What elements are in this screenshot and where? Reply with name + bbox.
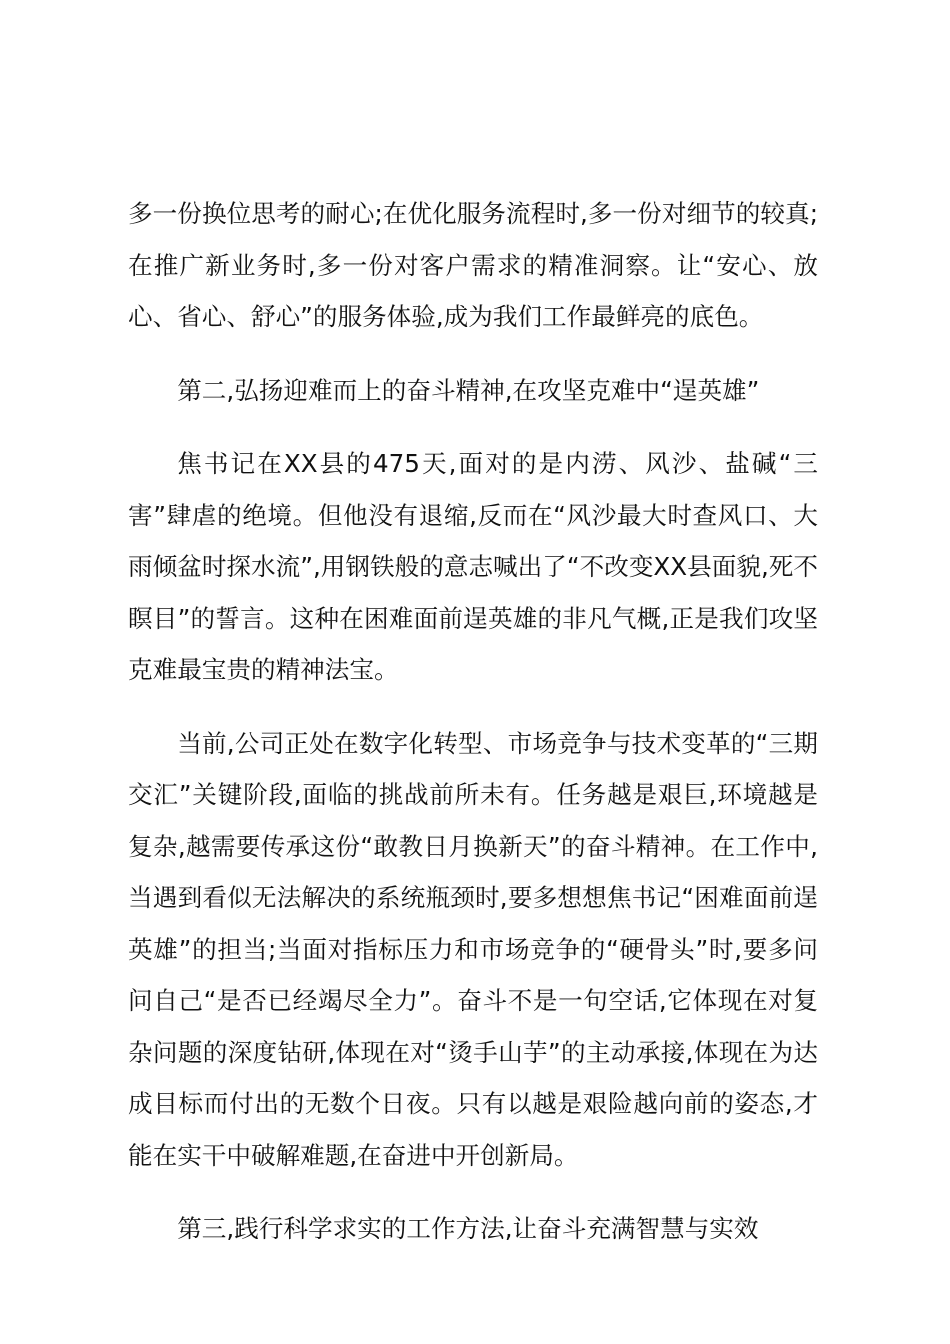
section-heading-second: 第二,弘扬迎难而上的奋斗精神,在攻坚克难中“逞英雄” [177, 375, 760, 405]
paragraph-jiao-story: 焦书记在XX县的475天,面对的是内涝、风沙、盐碱“三害”肆虐的绝境。但他没有退缩,反而在“风沙最大时查风口、大雨倾盆时探水流”,用钢铁般的意志喊出了“不改变XX县面貌,死不瞑目”的誓言。这种在困难面前逞英雄的非凡气概,正是我们攻坚克难最宝贵的精神法宝。 [128, 449, 818, 684]
document-body [128, 188, 818, 1277]
paragraph-continuation: 多一份换位思考的耐心;在优化服务流程时,多一份对细节的较真;在推广新业务时,多一份对客户需求的精准洞察。让“安心、放心、省心、舒心”的服务体验,成为我们工作最鲜亮的底色。 [128, 199, 818, 331]
section-heading-third: 第三,践行科学求实的工作方法,让奋斗充满智慧与实效 [177, 1214, 759, 1243]
paragraph-company-challenge: 当前,公司正处在数字化转型、市场竞争与技术变革的“三期交汇”关键阶段,面临的挑战前所未有。任务越是艰巨,环境越是复杂,越需要传承这份“敢教日月换新天”的奋斗精神。在工作中,当遇到看似无法解决的系统瓶颈时,要多想想焦书记“困难面前逞英雄”的担当;当面对指标压力和市场竞争的“硬骨头”时,要多问问自己“是否已经竭尽全力”。奋斗不是一句空话,它体现在对复杂问题的深度钻研,体现在对“烫手山芋”的主动承接,体现在为达成目标而付出的无数个日夜。只有以越是艰险越向前的姿态,才能在实干中破解难题,在奋进中开创新局。 [128, 728, 818, 1170]
